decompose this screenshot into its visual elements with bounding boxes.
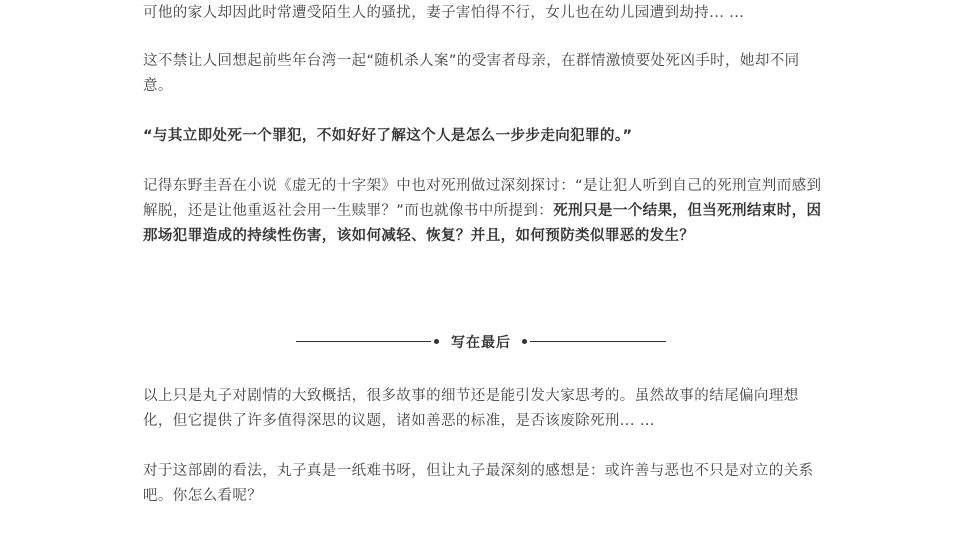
section-divider xyxy=(296,331,666,353)
divider-line-right xyxy=(530,341,666,342)
paragraph-higashino-emphasis: 死刑只是一个结果，但当死刑结束时，因那场犯罪造成的持续性伤害，该如何减轻、恢复？并且，如何预防类似罪恶的发生？ xyxy=(143,203,822,244)
paragraph-summary: 以上只是丸子对剧情的大致概括，很多故事的细节还是能引发大家思考的。虽然故事的结尾偏向理想化，但它提供了许多值得深思的议题，诸如善恶的标准，是否该废除死刑... ... xyxy=(143,388,799,429)
section-title: 写在最后 xyxy=(451,335,511,351)
paragraph-family-harassment: 可他的家人却因此时常遭受陌生人的骚扰，妻子害怕得不行，女儿也在幼儿园遭到劫持... ... xyxy=(143,5,745,21)
paragraph-taiwan-case: 这不禁让人回想起前些年台湾一起“随机杀人案”的受害者母亲，在群情激愤要处死凶手时，她却不同意。 xyxy=(143,53,800,94)
paragraph-higashino xyxy=(143,174,823,249)
paragraph-final-thoughts: 对于这部剧的看法，丸子真是一纸难书呀，但让丸子最深刻的感想是：或许善与恶也不只是对立的关系吧。你怎么看呢？ xyxy=(143,463,814,504)
paragraph-higashino-text: 记得东野圭吾在小说《虚无的十字架》中也对死刑做过深刻探讨：“是让犯人听到自己的死刑宣判而感到解脱，还是让他重返社会用一生赎罪？”而也就像书中所提到： xyxy=(143,178,822,219)
divider-dot-left xyxy=(434,339,439,344)
quote-mother: “与其立即处死一个罪犯，不如好好了解这个人是怎么一步步走向犯罪的。” xyxy=(143,128,633,144)
divider-dot-right xyxy=(522,339,527,344)
divider-line-left xyxy=(296,341,431,342)
